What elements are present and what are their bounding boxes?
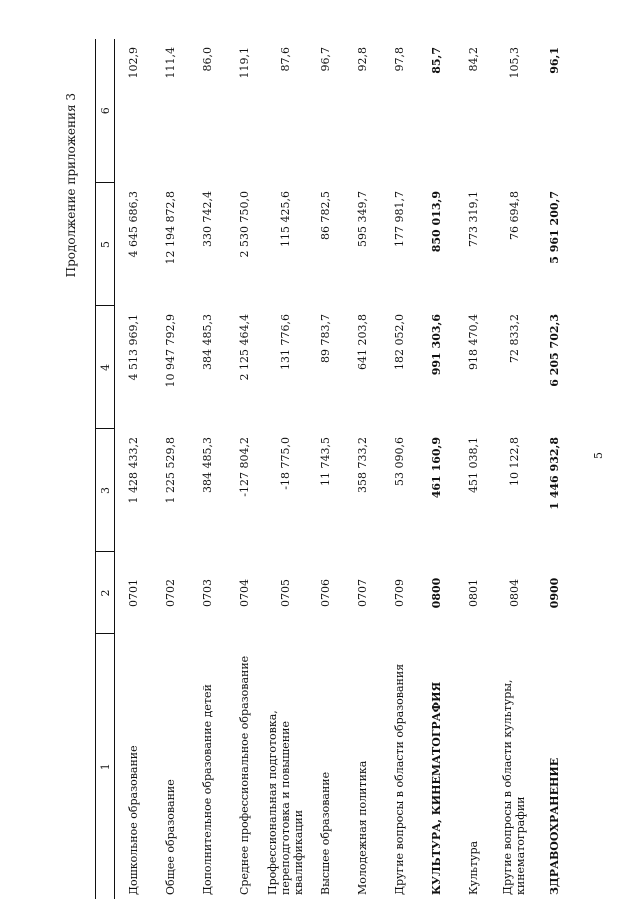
row-code-cell: 0801 bbox=[467, 579, 480, 607]
column-header-6: 6 bbox=[96, 39, 115, 183]
row-percent-col6: 111,4 bbox=[164, 47, 177, 79]
row-name-cell: Культура bbox=[467, 840, 480, 895]
row-code-cell: 0900 bbox=[548, 577, 561, 609]
row-name-cell: КУЛЬТУРА, КИНЕМАТОГРАФИЯ bbox=[430, 681, 443, 895]
row-value-col4: 10 947 792,9 bbox=[164, 314, 177, 388]
row-name-cell: ЗДРАВООХРАНЕНИЕ bbox=[548, 757, 561, 895]
table-row bbox=[536, 39, 573, 899]
row-name-cell: Профессиональная подготовка, переподготовка и повышение квалификации bbox=[265, 710, 305, 895]
row-value-col4: 131 776,6 bbox=[278, 314, 292, 370]
column-header-1: 1 bbox=[96, 634, 115, 899]
row-percent-col6: 105,3 bbox=[507, 47, 521, 79]
row-value-col5: 4 645 686,3 bbox=[127, 191, 140, 258]
row-value-col4: 641 203,8 bbox=[356, 314, 369, 370]
row-value-col3: -18 775,0 bbox=[278, 437, 292, 490]
column-header-2: 2 bbox=[96, 552, 115, 634]
row-value-col3: 384 485,3 bbox=[201, 437, 214, 493]
row-code-cell: 0701 bbox=[127, 579, 140, 607]
row-percent-col6: 92,8 bbox=[356, 47, 369, 72]
row-code-cell: 0706 bbox=[319, 579, 332, 607]
row-code-cell: 0702 bbox=[164, 579, 177, 607]
row-code-cell: 0804 bbox=[507, 579, 521, 607]
row-percent-col6: 87,6 bbox=[278, 47, 292, 72]
row-value-col5: 595 349,7 bbox=[356, 191, 369, 247]
table-row bbox=[152, 39, 189, 899]
row-code-cell: 0703 bbox=[201, 579, 214, 607]
row-value-col3: 53 090,6 bbox=[393, 437, 406, 486]
table-row bbox=[418, 39, 455, 899]
row-value-col5: 115 425,6 bbox=[278, 191, 292, 247]
row-name-cell: Высшее образование bbox=[319, 771, 332, 895]
row-name-cell: Другие вопросы в области образования bbox=[393, 663, 406, 895]
row-name-cell: Общее образование bbox=[164, 779, 177, 895]
row-percent-col6: 86,0 bbox=[201, 47, 214, 72]
row-value-col4: 918 470,4 bbox=[467, 314, 480, 370]
row-value-col3: 451 038,1 bbox=[467, 437, 480, 493]
row-value-col5: 12 194 872,8 bbox=[164, 191, 177, 265]
row-code-cell: 0800 bbox=[430, 577, 443, 609]
row-value-col5: 76 694,8 bbox=[507, 191, 521, 240]
row-name-cell: Дополнительное образование детей bbox=[201, 684, 214, 895]
budget-table bbox=[95, 39, 573, 899]
table-body bbox=[115, 39, 574, 899]
row-value-col4: 6 205 702,3 bbox=[548, 314, 561, 387]
row-value-col5: 5 961 200,7 bbox=[548, 191, 561, 264]
row-value-col3: 10 122,8 bbox=[507, 437, 521, 486]
row-value-col5: 850 013,9 bbox=[430, 191, 443, 253]
row-name-cell: Молодежная политика bbox=[356, 760, 369, 895]
row-value-col3: 1 446 932,8 bbox=[548, 437, 561, 510]
table-row bbox=[381, 39, 418, 899]
table-row bbox=[263, 39, 307, 899]
row-percent-col6: 102,9 bbox=[127, 47, 140, 79]
table-header bbox=[96, 39, 115, 899]
row-value-col4: 4 513 969,1 bbox=[127, 314, 140, 381]
row-percent-col6: 84,2 bbox=[467, 47, 480, 72]
row-value-col5: 177 981,7 bbox=[393, 191, 406, 247]
page-number: 5 bbox=[592, 452, 605, 459]
row-value-col5: 86 782,5 bbox=[319, 191, 332, 240]
row-value-col5: 2 530 750,0 bbox=[238, 191, 251, 258]
row-percent-col6: 119,1 bbox=[238, 47, 251, 79]
row-value-col3: 358 733,2 bbox=[356, 437, 369, 493]
row-code-cell: 0705 bbox=[278, 579, 292, 607]
row-value-col4: 72 833,2 bbox=[507, 314, 521, 363]
row-percent-col6: 96,7 bbox=[319, 47, 332, 72]
row-percent-col6: 97,8 bbox=[393, 47, 406, 72]
row-percent-col6: 96,1 bbox=[548, 47, 561, 74]
row-percent-col6: 85,7 bbox=[430, 47, 443, 74]
row-name-cell: Другие вопросы в области культуры, кинематографии bbox=[501, 679, 527, 895]
column-header-5: 5 bbox=[96, 183, 115, 306]
table-row bbox=[189, 39, 226, 899]
row-value-col5: 330 742,4 bbox=[201, 191, 214, 247]
row-value-col4: 991 303,6 bbox=[430, 314, 443, 376]
table-row bbox=[344, 39, 381, 899]
row-name-cell: Среднее профессиональное образование bbox=[238, 655, 251, 895]
row-code-cell: 0709 bbox=[393, 579, 406, 607]
row-code-cell: 0707 bbox=[356, 579, 369, 607]
row-value-col3: -127 804,2 bbox=[238, 437, 251, 497]
table-row bbox=[492, 39, 536, 899]
row-value-col3: 1 428 433,2 bbox=[127, 437, 140, 504]
table-row bbox=[115, 39, 153, 899]
row-name-cell: Дошкольное образование bbox=[127, 745, 140, 895]
row-value-col4: 182 052,0 bbox=[393, 314, 406, 370]
row-value-col4: 2 125 464,4 bbox=[238, 314, 251, 381]
appendix-caption: Продолжение приложения 3 bbox=[64, 93, 78, 278]
row-value-col4: 89 783,7 bbox=[319, 314, 332, 363]
column-header-3: 3 bbox=[96, 429, 115, 552]
row-value-col4: 384 485,3 bbox=[201, 314, 214, 370]
table-row bbox=[307, 39, 344, 899]
row-code-cell: 0704 bbox=[238, 579, 251, 607]
table-row bbox=[226, 39, 263, 899]
header-row bbox=[96, 39, 115, 899]
row-value-col5: 773 319,1 bbox=[467, 191, 480, 247]
column-header-4: 4 bbox=[96, 306, 115, 429]
row-value-col3: 1 225 529,8 bbox=[164, 437, 177, 504]
row-value-col3: 461 160,9 bbox=[430, 437, 443, 499]
row-value-col3: 11 743,5 bbox=[319, 437, 332, 486]
table-row bbox=[455, 39, 492, 899]
